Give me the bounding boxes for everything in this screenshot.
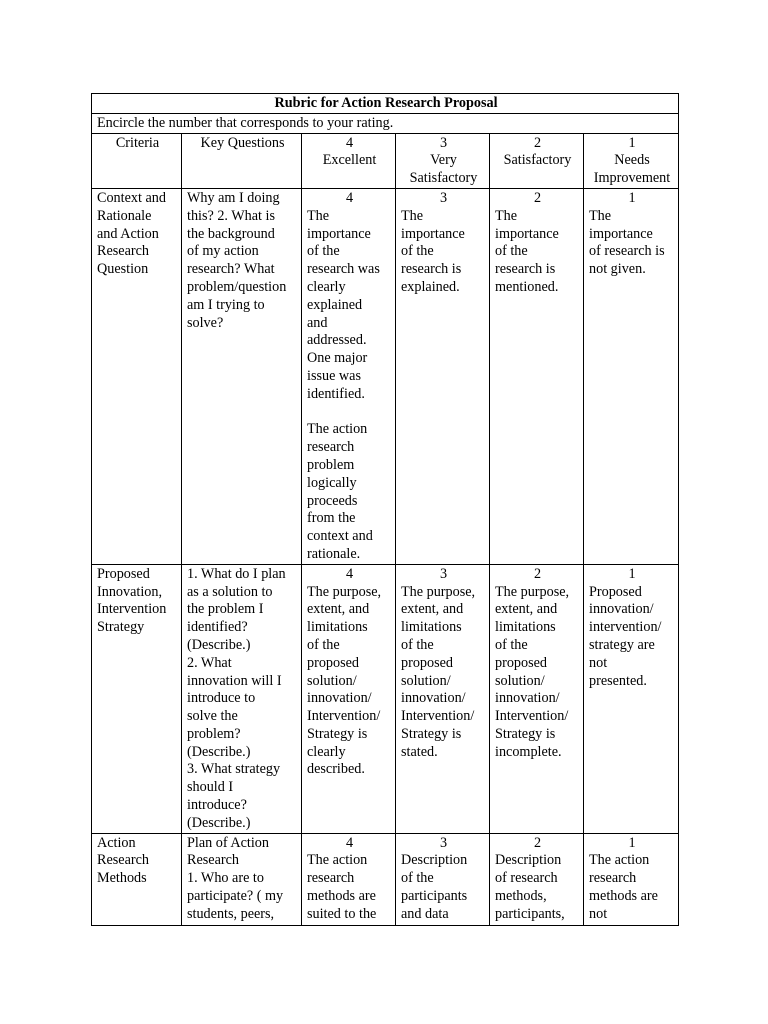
text-line: Research — [97, 852, 149, 869]
text-line: issue was — [307, 367, 361, 384]
text-line: extent, and — [307, 601, 370, 618]
text-line: One major — [307, 350, 368, 367]
rating-4-cell — [302, 833, 396, 925]
text-line: introduce to — [187, 690, 256, 707]
header-excellent-number: 4 — [345, 134, 354, 151]
text-line: and — [307, 314, 328, 331]
text-line: students, peers, — [187, 905, 275, 922]
rubric-row-context-rationale — [92, 188, 679, 564]
text-line: proposed — [401, 654, 454, 671]
text-line: proposed — [307, 654, 360, 671]
text-line: solve? — [187, 314, 224, 331]
text-line: and data — [401, 905, 449, 922]
text-line: The — [589, 207, 612, 224]
text-line: research was — [307, 261, 380, 278]
text-line: participate? ( my — [187, 888, 284, 905]
header-needs-improvement-label-line: Improvement — [593, 170, 671, 187]
text-line: should I — [187, 779, 234, 796]
text-line: methods are — [307, 888, 376, 905]
text-line: extent, and — [495, 601, 558, 618]
rating-2-cell — [490, 564, 584, 833]
text-line: introduce? — [187, 797, 247, 814]
text-line: Research — [187, 852, 239, 869]
text-line: Innovation, — [97, 583, 163, 600]
text-line: suited to the — [307, 905, 377, 922]
text-line: identified. — [307, 385, 365, 402]
text-line: explained. — [401, 278, 460, 295]
text-line: of the — [495, 636, 528, 653]
text-line: The — [307, 207, 330, 224]
text-line: participants — [401, 888, 468, 905]
rating-description — [307, 584, 392, 780]
text-line: extent, and — [401, 601, 464, 618]
rating-description — [495, 852, 580, 923]
rating-description — [307, 852, 392, 923]
header-very-satisfactory — [396, 133, 490, 188]
text-line: addressed. — [307, 332, 367, 349]
rating-number: 3 — [439, 565, 448, 582]
text-line: clearly — [307, 743, 346, 760]
text-line: proposed — [495, 654, 548, 671]
header-needs-improvement-number: 1 — [628, 134, 636, 151]
text-line: proceeds — [307, 492, 358, 509]
text-line: (Describe.) — [187, 636, 251, 653]
text-line: The action — [307, 852, 368, 869]
rating-number: 3 — [439, 834, 448, 851]
text-line: context and — [307, 528, 373, 545]
text-line: innovation/ — [401, 690, 466, 707]
text-line: Methods — [97, 870, 147, 887]
text-line: of the — [495, 243, 528, 260]
text-line: The action — [307, 421, 368, 438]
rating-number: 4 — [345, 189, 354, 206]
header-needs-improvement — [584, 133, 679, 188]
text-line: The purpose, — [495, 583, 570, 600]
rating-3-cell — [396, 564, 490, 833]
text-line: importance — [495, 225, 559, 242]
text-line: methods, — [495, 888, 547, 905]
text-line: the background — [187, 225, 275, 242]
header-row — [92, 133, 679, 188]
text-line: Context and — [97, 189, 166, 206]
text-line: described. — [307, 761, 365, 778]
header-satisfactory-number: 2 — [533, 134, 542, 151]
text-line: The action — [589, 852, 650, 869]
text-line: limitations — [307, 619, 368, 636]
text-line: research — [307, 870, 355, 887]
text-line: The purpose, — [401, 583, 476, 600]
text-line: identified? — [187, 619, 248, 636]
rating-number: 1 — [628, 565, 636, 582]
header-very-satisfactory-label-line: Very — [430, 152, 457, 169]
header-excellent — [302, 133, 396, 188]
text-line: research is — [495, 261, 556, 278]
text-line: 3. What strategy — [187, 761, 281, 778]
text-line: Why am I doing — [187, 189, 280, 206]
text-line: problem? — [187, 725, 241, 742]
text-line: strategy are — [589, 636, 655, 653]
text-line: Description — [495, 852, 562, 869]
text-line: of the — [307, 636, 340, 653]
text-line: Intervention/ — [401, 708, 475, 725]
text-line: methods are — [589, 888, 658, 905]
text-line: as a solution to — [187, 583, 273, 600]
text-line: problem/question — [187, 278, 287, 295]
text-line: Intervention — [97, 601, 167, 618]
text-line: of the — [401, 870, 434, 887]
text-line: Research — [97, 243, 149, 260]
header-very-satisfactory-number: 3 — [439, 134, 448, 151]
text-line: Description — [401, 852, 468, 869]
rating-description — [401, 584, 486, 762]
rating-number: 1 — [628, 189, 636, 206]
text-line: Strategy is — [495, 725, 556, 742]
text-line: Strategy is — [307, 725, 368, 742]
text-line: research is — [401, 261, 462, 278]
key-questions-cell — [182, 188, 302, 564]
text-line: The — [401, 207, 424, 224]
text-line: Proposed — [589, 583, 642, 600]
text-line: Rationale — [97, 207, 152, 224]
text-line: from the — [307, 510, 356, 527]
text-line: incomplete. — [495, 743, 562, 760]
criteria-cell — [92, 833, 182, 925]
text-line: problem — [307, 456, 355, 473]
rating-2-cell — [490, 188, 584, 564]
rating-description — [589, 208, 675, 279]
text-line: 1. What do I plan — [187, 565, 286, 582]
rating-description — [495, 208, 580, 297]
text-line: innovation/ — [307, 690, 372, 707]
text-line: the problem I — [187, 601, 264, 618]
key-questions-cell — [182, 564, 302, 833]
rating-description — [589, 852, 675, 923]
text-line: 2. What — [187, 654, 232, 671]
text-line: innovation/ — [495, 690, 560, 707]
text-line: mentioned. — [495, 278, 559, 295]
rubric-row-proposed-innovation — [92, 564, 679, 833]
text-line: of the — [401, 243, 434, 260]
text-line: and Action — [97, 225, 159, 242]
text-line: solution/ — [401, 672, 451, 689]
instruction-row — [92, 113, 679, 133]
text-line: research — [307, 439, 355, 456]
text-line: of my action — [187, 243, 259, 260]
rating-description — [495, 584, 580, 762]
text-line: Plan of Action — [187, 834, 269, 851]
text-line: am I trying to — [187, 296, 265, 313]
rating-4-cell — [302, 188, 396, 564]
text-line: participants, — [495, 905, 565, 922]
text-line: explained — [307, 296, 363, 313]
criteria-cell — [92, 188, 182, 564]
text-line: this? 2. What is — [187, 207, 276, 224]
text-line: not — [589, 654, 608, 671]
key-questions-cell — [182, 833, 302, 925]
text-line: Strategy is — [401, 725, 462, 742]
text-line: Intervention/ — [495, 708, 569, 725]
header-key-questions: Key Questions — [182, 133, 302, 188]
header-very-satisfactory-label-line: Satisfactory — [409, 170, 478, 187]
text-line: research — [589, 870, 637, 887]
criteria-cell — [92, 564, 182, 833]
rating-description — [401, 852, 486, 923]
text-line: limitations — [495, 619, 556, 636]
rating-number: 2 — [533, 834, 542, 851]
header-satisfactory — [490, 133, 584, 188]
text-line: The purpose, — [307, 583, 382, 600]
text-line: intervention/ — [589, 619, 662, 636]
text-line: of the — [401, 636, 434, 653]
text-line: Strategy — [97, 619, 145, 636]
text-line: Proposed — [97, 565, 150, 582]
rating-instruction: Encircle the number that corresponds to your rating. — [92, 113, 679, 133]
text-line: importance — [401, 225, 465, 242]
rating-3-cell — [396, 833, 490, 925]
text-line: Intervention/ — [307, 708, 381, 725]
text-line: solve the — [187, 708, 238, 725]
text-line: stated. — [401, 743, 438, 760]
rating-number: 2 — [533, 189, 542, 206]
text-line: importance — [589, 225, 653, 242]
text-line: of research is — [589, 243, 665, 260]
text-line: 1. Who are to — [187, 870, 264, 887]
rating-number: 3 — [439, 189, 448, 206]
rating-1-cell — [584, 188, 679, 564]
text-line: solution/ — [495, 672, 545, 689]
text-line: Question — [97, 261, 149, 278]
rating-3-cell — [396, 188, 490, 564]
rating-1-cell — [584, 564, 679, 833]
rating-description — [401, 208, 486, 297]
text-line: research? What — [187, 261, 275, 278]
rating-1-cell — [584, 833, 679, 925]
header-needs-improvement-label-line: Needs — [614, 152, 650, 169]
rubric-title: Rubric for Action Research Proposal — [92, 94, 679, 114]
rating-4-cell — [302, 564, 396, 833]
text-line: clearly — [307, 278, 346, 295]
text-line: not given. — [589, 261, 646, 278]
header-criteria: Criteria — [92, 133, 182, 188]
rating-number: 4 — [345, 834, 354, 851]
text-line: not — [589, 905, 608, 922]
text-line: The — [495, 207, 518, 224]
text-line: presented. — [589, 672, 647, 689]
rating-number: 4 — [345, 565, 354, 582]
text-line: of research — [495, 870, 558, 887]
rating-number: 2 — [533, 565, 542, 582]
rubric-table — [91, 93, 679, 926]
rating-description — [589, 584, 675, 691]
title-row — [92, 94, 679, 114]
text-line: logically — [307, 474, 357, 491]
header-satisfactory-label: Satisfactory — [503, 152, 572, 169]
text-line: importance — [307, 225, 371, 242]
text-line: limitations — [401, 619, 462, 636]
rating-description — [307, 208, 392, 404]
rubric-row-action-research-methods — [92, 833, 679, 925]
text-line: of the — [307, 243, 340, 260]
text-line: solution/ — [307, 672, 357, 689]
text-line: (Describe.) — [187, 743, 251, 760]
text-line: rationale. — [307, 545, 361, 562]
text-line: innovation will I — [187, 672, 282, 689]
text-line: innovation/ — [589, 601, 654, 618]
text-line: Action — [97, 834, 136, 851]
rating-number: 1 — [628, 834, 636, 851]
text-line: (Describe.) — [187, 814, 251, 831]
header-excellent-label: Excellent — [322, 152, 377, 169]
rating-description — [307, 421, 392, 563]
rating-2-cell — [490, 833, 584, 925]
